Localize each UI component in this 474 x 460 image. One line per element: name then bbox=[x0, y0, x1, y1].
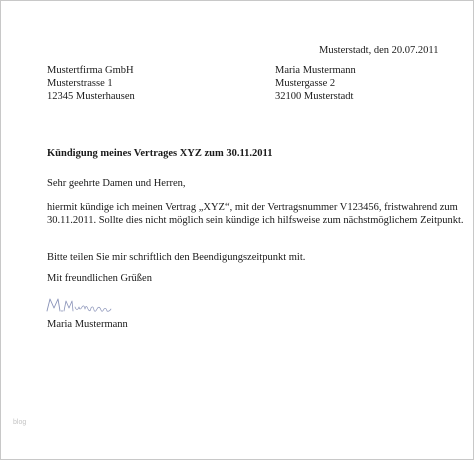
recipient-city: 32100 Musterstadt bbox=[275, 91, 354, 102]
watermark: blog bbox=[13, 419, 27, 426]
recipient-street: Mustergasse 2 bbox=[275, 78, 336, 89]
recipient-address bbox=[275, 64, 356, 103]
handwritten-signature bbox=[45, 294, 125, 316]
sender-city: 12345 Musterhausen bbox=[47, 91, 135, 102]
sender-street: Musterstrasse 1 bbox=[47, 78, 113, 89]
letter-date: Musterstadt, den 20.07.2011 bbox=[319, 45, 439, 56]
sender-address bbox=[47, 64, 135, 103]
letter-closing: Mit freundlichen Grüßen bbox=[47, 273, 152, 284]
sender-company: Mustertfirma GmbH bbox=[47, 65, 134, 76]
letter-subject: Kündigung meines Vertrages XYZ zum 30.11.2011 bbox=[47, 148, 273, 159]
signer-name: Maria Mustermann bbox=[47, 319, 128, 330]
recipient-name: Maria Mustermann bbox=[275, 65, 356, 76]
body-line-2: 30.11.2011. Sollte dies nicht möglich sein kündige ich hilfsweise zum nächstmöglichem Zeitpunkt. bbox=[47, 215, 464, 226]
letter-salutation: Sehr geehrte Damen und Herren, bbox=[47, 178, 186, 189]
body-paragraph-2: Bitte teilen Sie mir schriftlich den Beendigungszeitpunkt mit. bbox=[47, 252, 306, 263]
body-line-1: hiermit kündige ich meinen Vertrag „XYZ“, mit der Vertragsnummer V123456, fristwahrend zum bbox=[47, 202, 458, 213]
body-paragraph-1 bbox=[47, 201, 464, 227]
